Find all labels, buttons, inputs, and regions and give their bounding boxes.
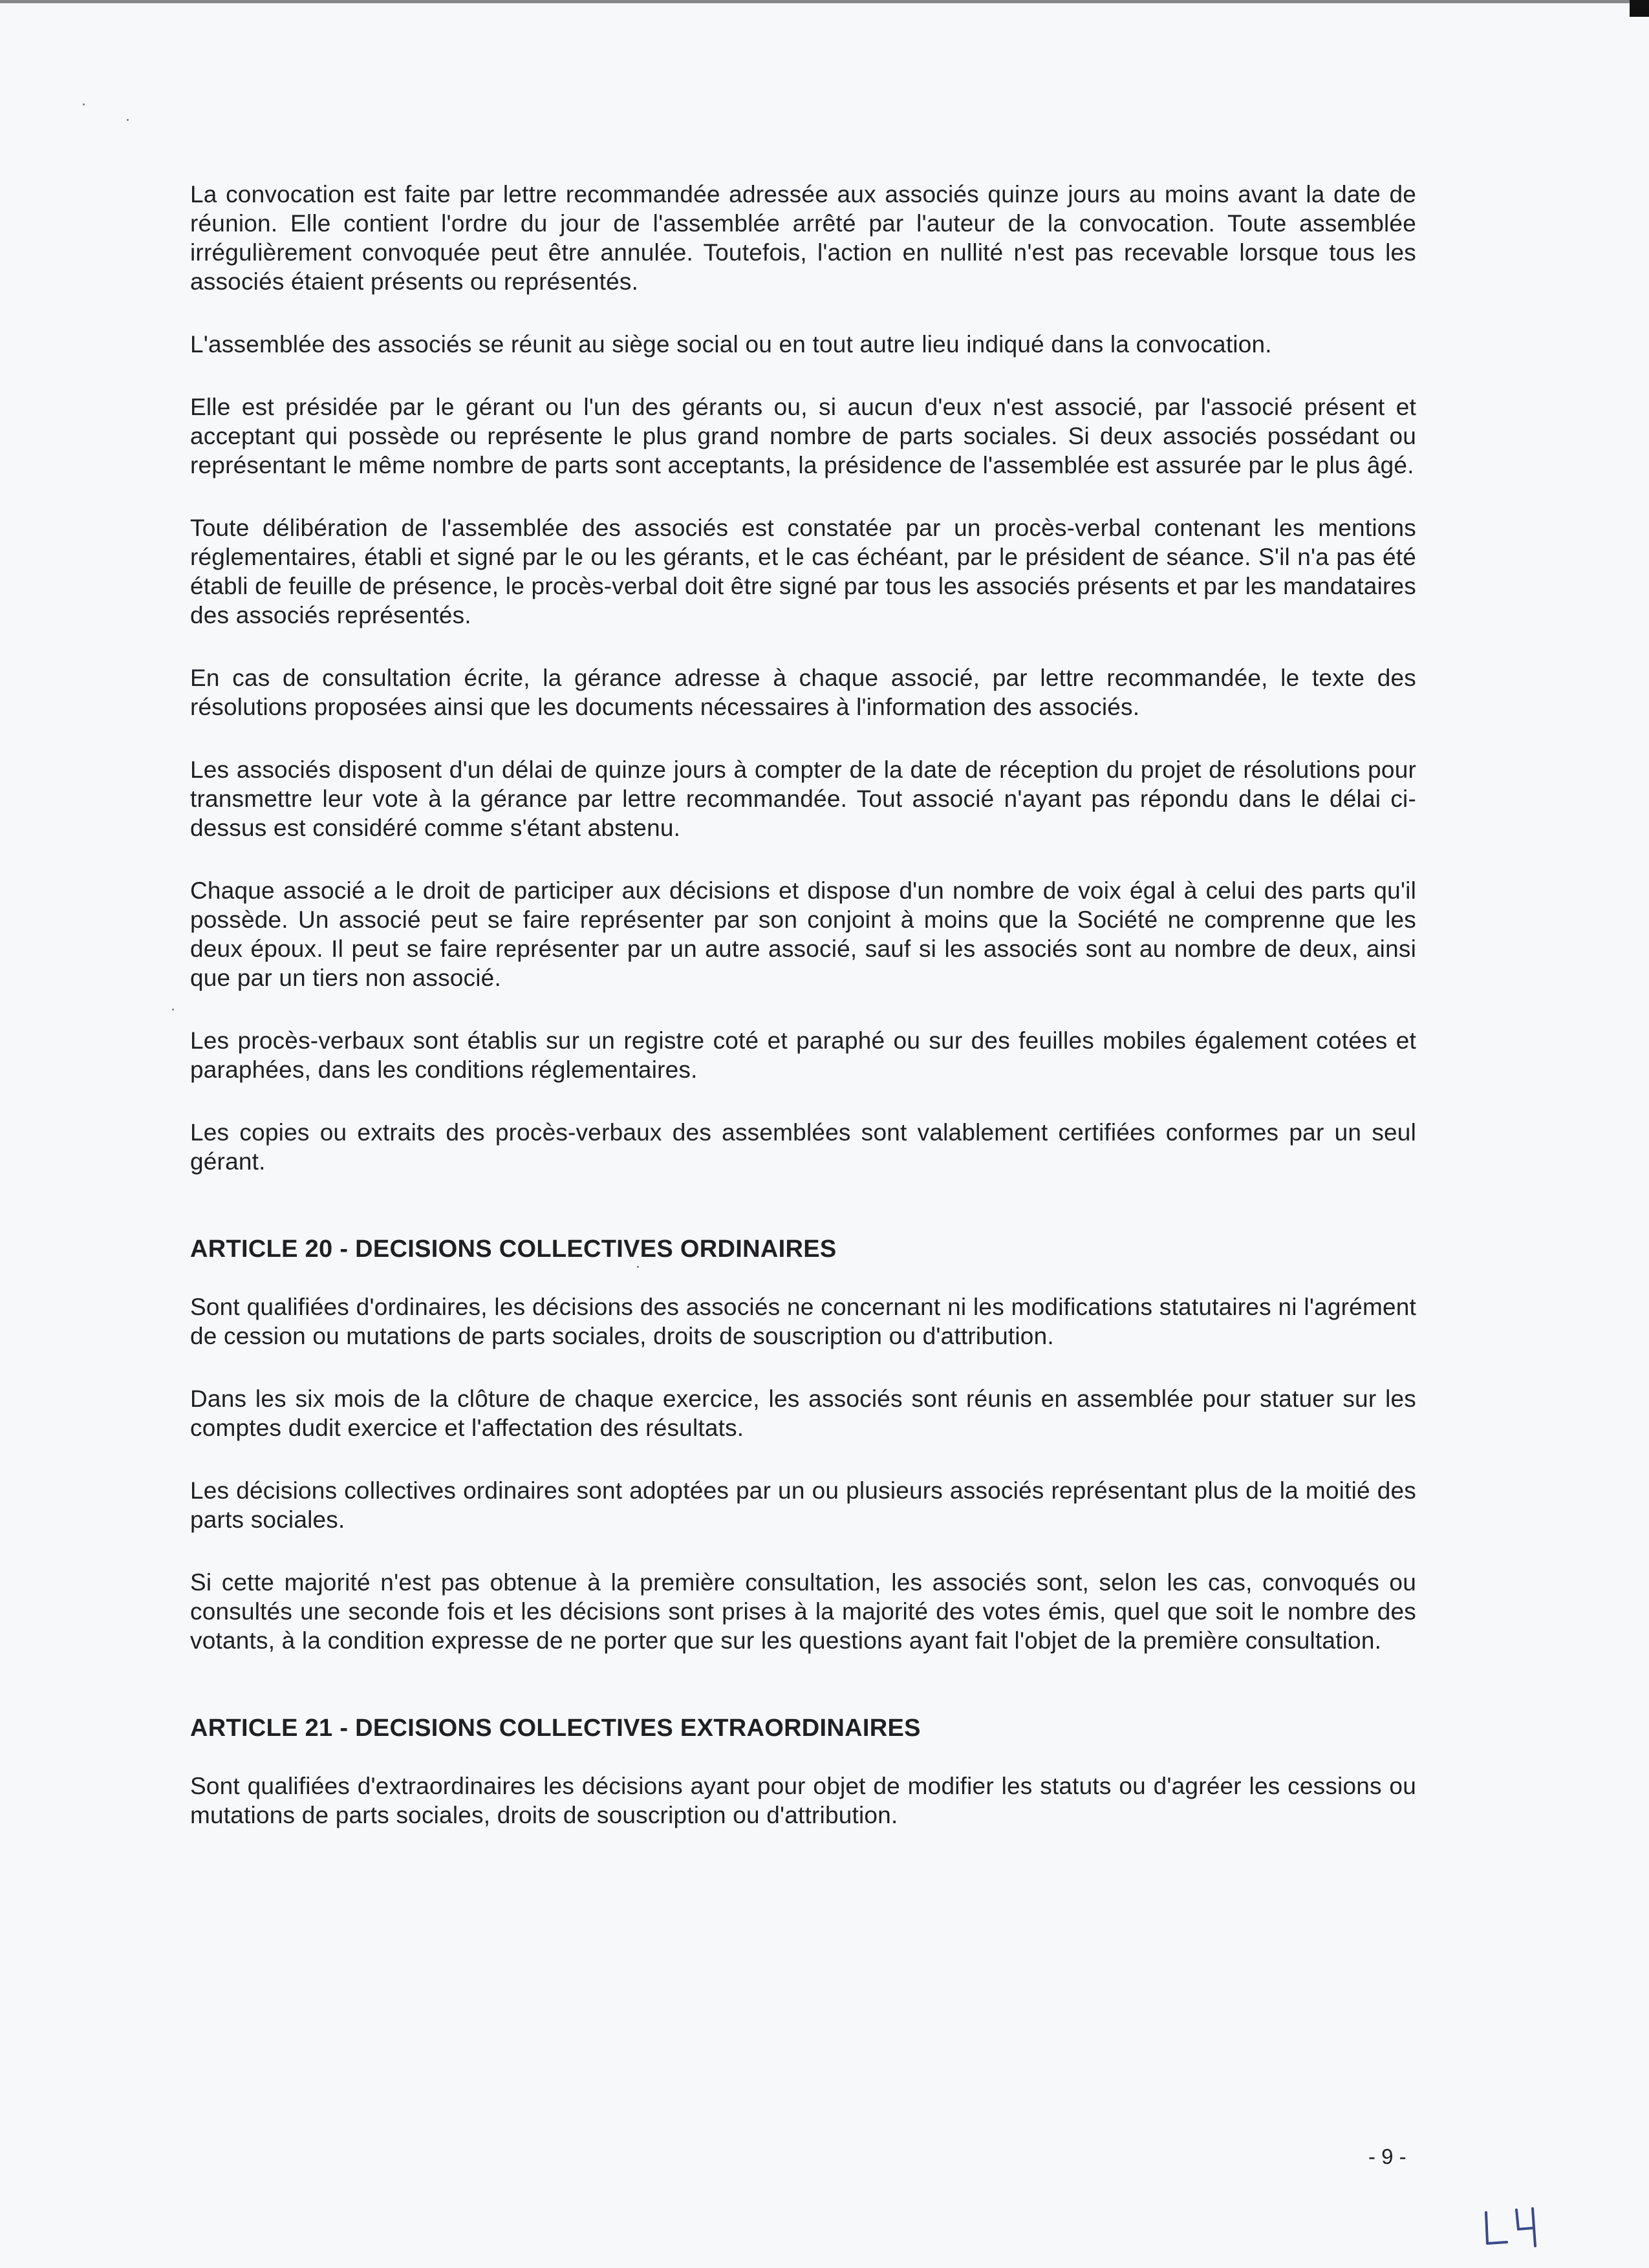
scan-speck (127, 119, 129, 121)
article-21-heading: ARTICLE 21 - DECISIONS COLLECTIVES EXTRAORDINAIRES (190, 1715, 921, 1742)
scan-corner-mark (1630, 0, 1649, 17)
scan-speck (172, 1009, 174, 1011)
paragraph: Si cette majorité n'est pas obtenue à la première consultation, les associés sont, selon les cas, convoqués ou consultés une seconde fois et les décisions sont prises à la majorité des votes émis, quel que soit le nombre des votants, à la condition expresse de ne porter que sur les questions ayant fait l'objet de la première consultation. (190, 1569, 1416, 1654)
handwritten-initials (1481, 2203, 1546, 2255)
scan-top-edge (0, 0, 1649, 3)
paragraph: L'assemblée des associés se réunit au siège social ou en tout autre lieu indiqué dans la convocation. (190, 331, 1272, 358)
paragraph: Sont qualifiées d'ordinaires, les décisions des associés ne concernant ni les modifications statutaires ni l'agrément de cession ou mutations de parts sociales, droits de souscription ou d'attribution. (190, 1294, 1416, 1349)
page-number: - 9 - (1368, 2145, 1406, 2168)
paragraph: Sont qualifiées d'extraordinaires les décisions ayant pour objet de modifier les statuts ou d'agréer les cessions ou mutations de parts sociales, droits de souscription ou d'attribution. (190, 1773, 1416, 1828)
paragraph: Les copies ou extraits des procès-verbaux des assemblées sont valablement certifiées conformes par un seul gérant. (190, 1119, 1416, 1175)
paragraph: Les décisions collectives ordinaires sont adoptées par un ou plusieurs associés représentant plus de la moitié des parts sociales. (190, 1477, 1416, 1533)
paragraph: La convocation est faite par lettre recommandée adressée aux associés quinze jours au moins avant la date de réunion. Elle contient l'ordre du jour de l'assemblée arrêté par l'auteur de la convocation. Toute assemblée irrégulièrement convoquée peut être annulée. Toutefois, l'action en nullité n'est pas recevable lorsque tous les associés étaient présents ou représentés. (190, 181, 1416, 295)
article-20-heading: ARTICLE 20 - DECISIONS COLLECTIVES ORDINAIRES (190, 1236, 837, 1263)
paragraph: Elle est présidée par le gérant ou l'un des gérants ou, si aucun d'eux n'est associé, par l'associé présent et acceptant qui possède ou représente le plus grand nombre de parts sociales. Si deux associés possédant ou représentant le même nombre de parts sont acceptants, la présidence de l'assemblée est assurée par le plus âgé. (190, 394, 1416, 478)
paragraph: Chaque associé a le droit de participer aux décisions et dispose d'un nombre de voix égal à celui des parts qu'il possède. Un associé peut se faire représenter par son conjoint à moins que la Société ne comprenne que les deux époux. Il peut se faire représenter par un autre associé, sauf si les associés sont au nombre de deux, ainsi que par un tiers non associé. (190, 877, 1416, 991)
paragraph: Dans les six mois de la clôture de chaque exercice, les associés sont réunis en assemblée pour statuer sur les comptes dudit exercice et l'affectation des résultats. (190, 1385, 1416, 1441)
paragraph: Toute délibération de l'assemblée des associés est constatée par un procès-verbal contenant les mentions réglementaires, établi et signé par le ou les gérants, et le cas échéant, par le président de séance. S'il n'a pas été établi de feuille de présence, le procès-verbal doit être signé par tous les associés présents et par les mandataires des associés représentés. (190, 515, 1416, 628)
paragraph: Les associés disposent d'un délai de quinze jours à compter de la date de réception du projet de résolutions pour transmettre leur vote à la gérance par lettre recommandée. Tout associé n'ayant pas répondu dans le délai ci-dessus est considéré comme s'étant abstenu. (190, 756, 1416, 841)
paragraph: Les procès-verbaux sont établis sur un registre coté et paraphé ou sur des feuilles mobiles également cotées et paraphées, dans les conditions réglementaires. (190, 1027, 1416, 1083)
scan-speck (83, 103, 85, 105)
paragraph: En cas de consultation écrite, la gérance adresse à chaque associé, par lettre recommandée, le texte des résolutions proposées ainsi que les documents nécessaires à l'information des associés. (190, 665, 1416, 720)
document-body (190, 180, 1416, 1863)
